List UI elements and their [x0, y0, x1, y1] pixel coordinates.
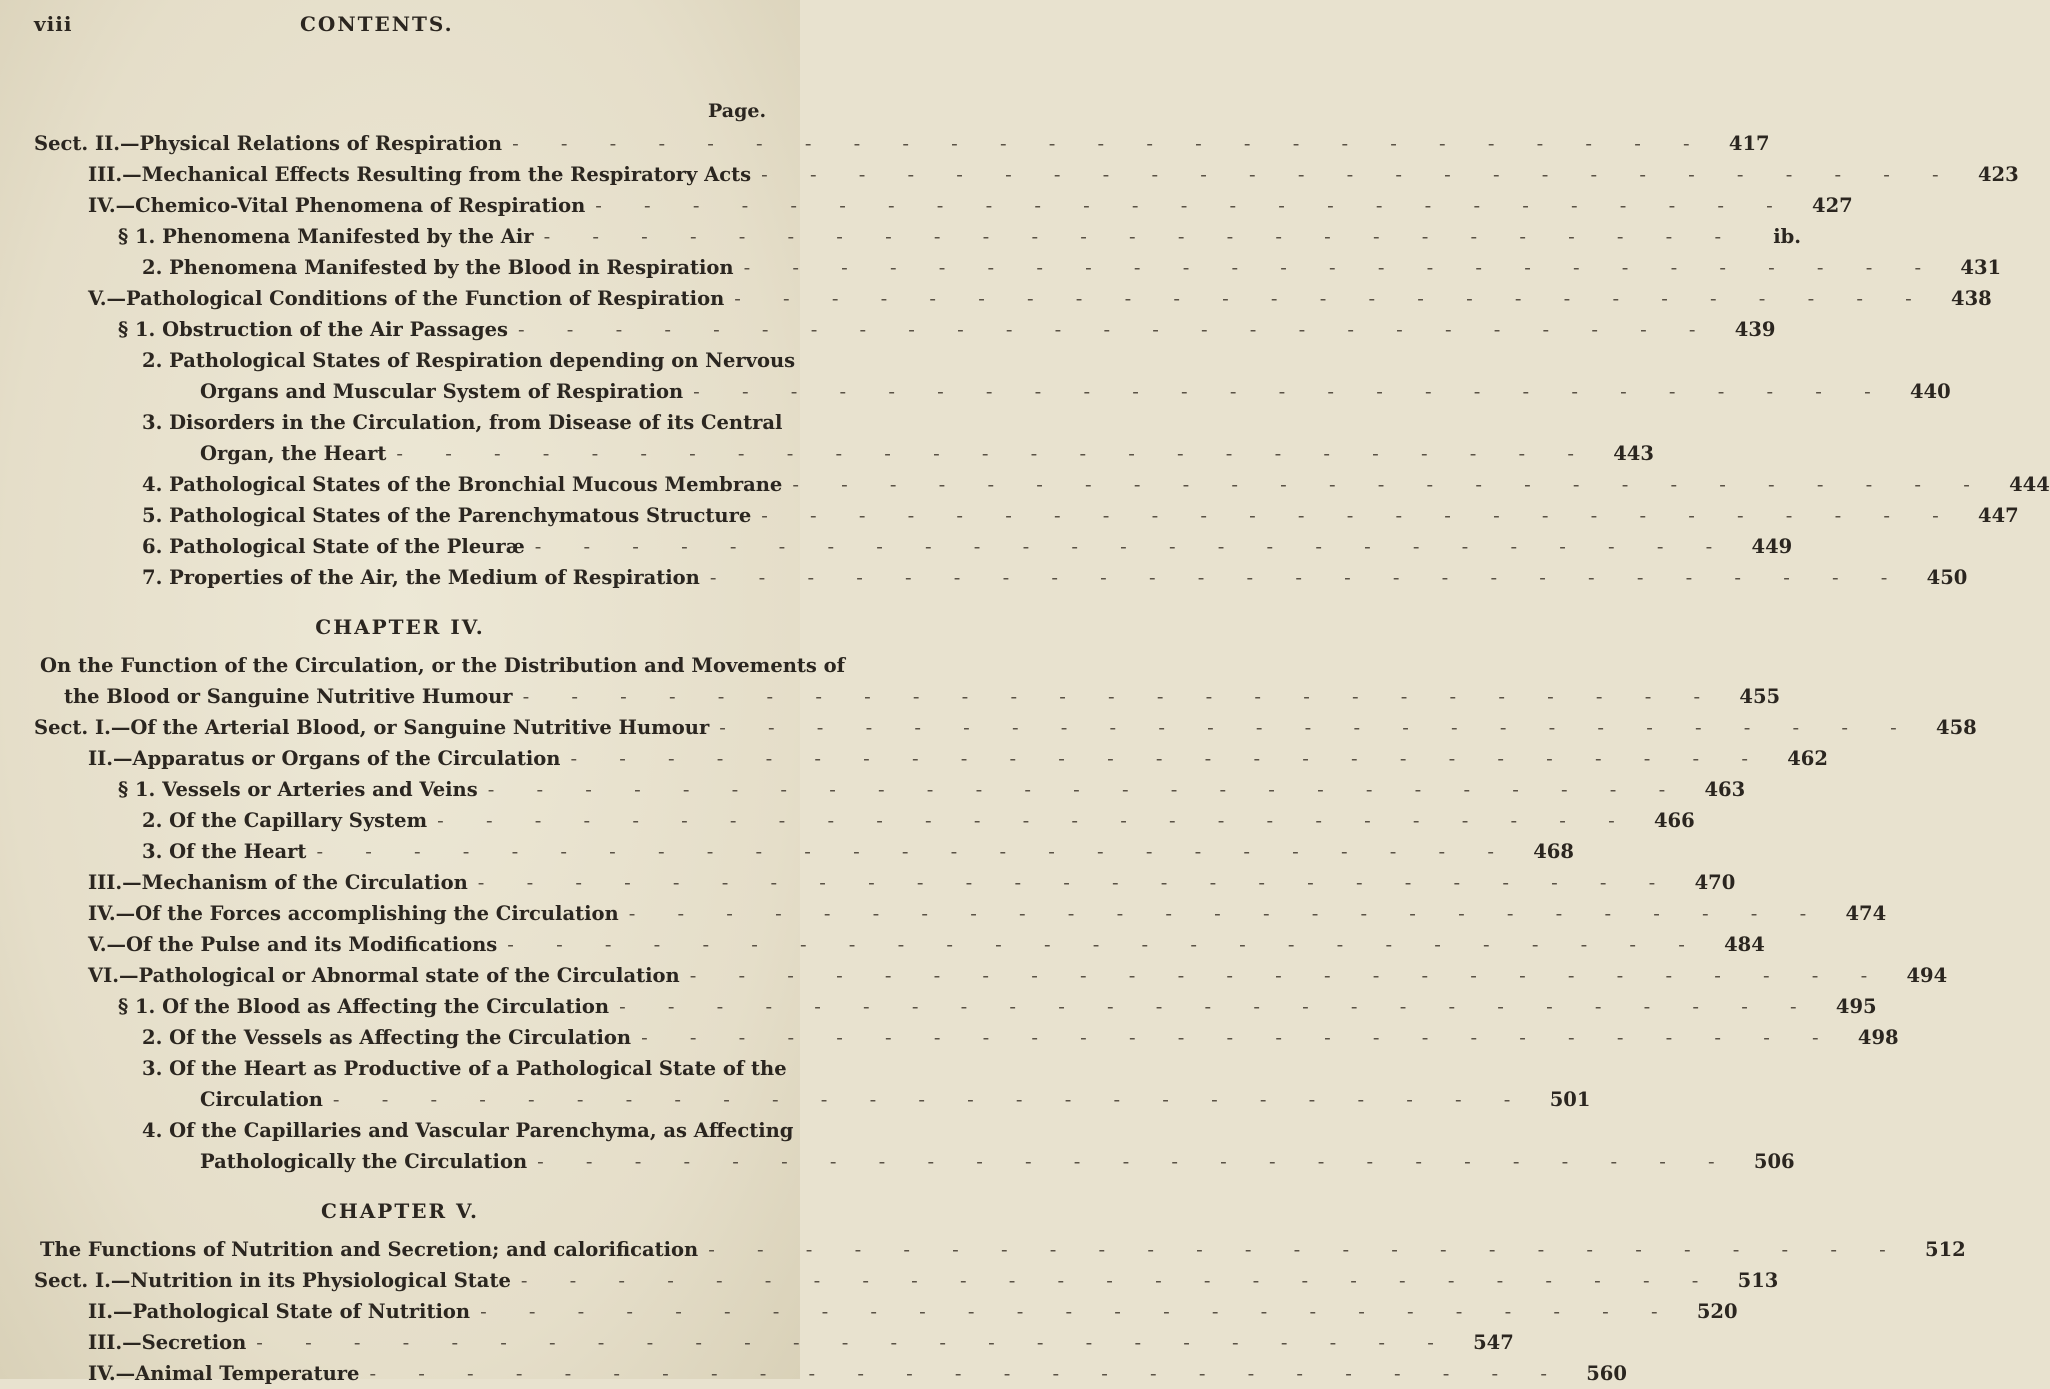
- toc-entry-page: 463: [1704, 778, 1746, 801]
- toc-entry-title: 4. Of the Capillaries and Vascular Parenchyma, as Affecting: [142, 1119, 794, 1142]
- toc-entry-page: 466: [1653, 809, 1695, 832]
- toc-entry-page: 468: [1533, 840, 1574, 863]
- leader-dashes: - - - - - - - - - - - - - - - - - - - - - - - - -: [689, 964, 1886, 987]
- toc-entry-page: 484: [1724, 933, 1765, 956]
- toc-entry-page: 455: [1739, 685, 1781, 708]
- leader-dashes: - - - - - - - - - - - - - - - - - - - - - - - - -: [518, 318, 1714, 341]
- toc-entry-title: V.—Of the Pulse and its Modifications: [88, 933, 498, 956]
- toc-entry-title: 6. Pathological State of the Pleuræ: [142, 535, 525, 558]
- leader-dashes: - - - - - - - - - - - - - - - - - - - - - - - - -: [396, 442, 1592, 465]
- toc-entry: [88, 1296, 1738, 1327]
- leader-dashes: - - - - - - - - - - - - - - - - - - - - - - - - -: [369, 1362, 1565, 1385]
- leader-dashes: - - - - - - - - - - - - - - - - - - - - - - - - -: [477, 871, 1674, 894]
- toc-entry-page: 450: [1926, 566, 1968, 589]
- toc-entry-page: 449: [1751, 535, 1793, 558]
- toc-entry: [88, 743, 1828, 774]
- toc-entry: [142, 469, 2050, 500]
- toc-entry-page: 513: [1737, 1269, 1779, 1292]
- toc-entry: [64, 681, 1781, 712]
- page-column-label: Page.: [708, 100, 767, 122]
- leader-dashes: - - - - - - - - - - - - - - - - - - - - - - - - -: [595, 194, 1791, 217]
- leader-dashes: - - - - - - - - - - - - - - - - - - - - - - - - -: [537, 1150, 1733, 1173]
- toc-entry: [34, 1265, 1779, 1296]
- toc-entry: [40, 1234, 1966, 1265]
- toc-entry: [200, 1146, 1795, 1177]
- toc-entry-title: II.—Apparatus or Organs of the Circulation: [88, 747, 561, 770]
- toc-entry-title: Circulation: [200, 1088, 323, 1111]
- toc-entry-title: 4. Pathological States of the Bronchial Mucous Membrane: [142, 473, 783, 496]
- toc-entry-title: Organs and Muscular System of Respiration: [200, 380, 684, 403]
- toc-entry-page: 462: [1787, 747, 1828, 770]
- toc-entry-page: 444: [2009, 473, 2050, 496]
- leader-dashes: - - - - - - - - - - - - - - - - - - - - - - - - -: [534, 535, 1731, 558]
- toc-entry: [142, 805, 1695, 836]
- toc-entry-page: 501: [1549, 1088, 1591, 1111]
- toc-entry: [88, 159, 2019, 190]
- leader-dashes: - - - - - - - - - - - - - - - - - - - - - - - - -: [792, 473, 1988, 496]
- toc-entry: [88, 1327, 1514, 1358]
- toc-entry-title: Sect. I.—Nutrition in its Physiological State: [34, 1269, 511, 1292]
- toc-entry-page: 506: [1753, 1150, 1795, 1173]
- toc-entry-page: 498: [1857, 1026, 1899, 1049]
- leader-dashes: - - - - - - - - - - - - - - - - - - - - - - - - -: [734, 287, 1930, 310]
- toc-entry-title: 7. Properties of the Air, the Medium of Respiration: [142, 566, 700, 589]
- toc-entry: [200, 1084, 1591, 1115]
- toc-entry-page: 431: [1960, 256, 2002, 279]
- toc-entry: [88, 960, 1948, 991]
- toc-entry-page: 470: [1694, 871, 1736, 894]
- toc-entry-title: § 1. Of the Blood as Affecting the Circulation: [118, 995, 610, 1018]
- toc-entry-title: VI.—Pathological or Abnormal state of the Circulation: [88, 964, 680, 987]
- toc-entry-title: III.—Mechanism of the Circulation: [88, 871, 468, 894]
- toc-entry-page: 427: [1812, 194, 1853, 217]
- toc-entry-title: 3. Disorders in the Circulation, from Disease of its Central: [142, 411, 783, 434]
- toc-entry-title: IV.—Chemico-Vital Phenomena of Respiration: [88, 194, 586, 217]
- toc-entry-page: 547: [1473, 1331, 1514, 1354]
- toc-entry-page: 440: [1909, 380, 1951, 403]
- leader-dashes: - - - - - - - - - - - - - - - - - - - - - - - - -: [719, 716, 1915, 739]
- toc-entry-title: Sect. II.—Physical Relations of Respiration: [34, 132, 503, 155]
- toc-entry-page: 438: [1951, 287, 1992, 310]
- toc-entry: [88, 898, 1887, 929]
- toc-entry: [118, 221, 1802, 252]
- leader-dashes: - - - - - - - - - - - - - - - - - - - - - - - - -: [709, 566, 1906, 589]
- leader-dashes: - - - - - - - - - - - - - - - - - - - - - - - - -: [256, 1331, 1452, 1354]
- toc-entry: [142, 1022, 1899, 1053]
- running-head: CONTENTS.: [300, 12, 454, 36]
- toc-entry-title: Sect. I.—Of the Arterial Blood, or Sanguine Nutritive Humour: [34, 716, 710, 739]
- leader-dashes: - - - - - - - - - - - - - - - - - - - - - - - - -: [316, 840, 1512, 863]
- toc-entry-page: 495: [1835, 995, 1877, 1018]
- leader-dashes: - - - - - - - - - - - - - - - - - - - - - - - - -: [543, 225, 1740, 248]
- toc-entry-title: 2. Phenomena Manifested by the Blood in Respiration: [142, 256, 734, 279]
- leader-dashes: - - - - - - - - - - - - - - - - - - - - - - - - -: [693, 380, 1889, 403]
- toc-entry-title: Pathologically the Circulation: [200, 1150, 528, 1173]
- toc-entry: [200, 438, 1654, 469]
- leader-dashes: - - - - - - - - - - - - - - - - - - - - - - - - -: [512, 132, 1708, 155]
- toc-entry-page: 494: [1906, 964, 1948, 987]
- leader-dashes: - - - - - - - - - - - - - - - - - - - - - - - - -: [487, 778, 1684, 801]
- toc-entry-title: III.—Mechanical Effects Resulting from the Respiratory Acts: [88, 163, 752, 186]
- page-header: [0, 12, 800, 52]
- toc-entry: [118, 774, 1746, 805]
- toc-entry: [40, 650, 846, 681]
- toc-entry-page: 439: [1734, 318, 1776, 341]
- toc-entry-title: II.—Pathological State of Nutrition: [88, 1300, 471, 1323]
- toc-entry-title: 3. Of the Heart: [142, 840, 307, 863]
- toc-entry-page: 443: [1613, 442, 1654, 465]
- toc-entry-title: § 1. Phenomena Manifested by the Air: [118, 225, 534, 248]
- toc-entry: [142, 407, 783, 438]
- toc-entry: [88, 867, 1736, 898]
- leader-dashes: - - - - - - - - - - - - - - - - - - - - - - - - -: [641, 1026, 1837, 1049]
- toc-entry-title: 2. Pathological States of Respiration depending on Nervous: [142, 349, 796, 372]
- toc-entry-page: ib.: [1773, 225, 1802, 248]
- toc-entry: [88, 929, 1765, 960]
- toc-entry: [142, 345, 796, 376]
- toc-entry: [88, 283, 1992, 314]
- toc-entry-title: On the Function of the Circulation, or the Distribution and Movements of: [40, 654, 846, 677]
- toc-entry: [118, 314, 1776, 345]
- toc-entry-page: 560: [1586, 1362, 1627, 1385]
- leader-dashes: - - - - - - - - - - - - - - - - - - - - - - - - -: [332, 1088, 1529, 1111]
- toc-entry-title: 3. Of the Heart as Productive of a Pathological State of the: [142, 1057, 787, 1080]
- page-folio: viii: [34, 12, 73, 36]
- toc-entry: [142, 252, 2002, 283]
- leader-dashes: - - - - - - - - - - - - - - - - - - - - - - - - -: [520, 1269, 1717, 1292]
- toc-entry: [142, 1053, 787, 1084]
- toc-entry-title: III.—Secretion: [88, 1331, 247, 1354]
- toc-entry: [142, 836, 1574, 867]
- leader-dashes: - - - - - - - - - - - - - - - - - - - - - - - - -: [522, 685, 1719, 708]
- toc-entry-page: 458: [1936, 716, 1977, 739]
- toc-entry-title: 2. Of the Vessels as Affecting the Circulation: [142, 1026, 632, 1049]
- leader-dashes: - - - - - - - - - - - - - - - - - - - - - - - - -: [708, 1238, 1904, 1261]
- leader-dashes: - - - - - - - - - - - - - - - - - - - - - - - - -: [570, 747, 1766, 770]
- toc-entry-page: 520: [1696, 1300, 1738, 1323]
- leader-dashes: - - - - - - - - - - - - - - - - - - - - - - - - -: [619, 995, 1815, 1018]
- toc-entry-title: IV.—Animal Temperature: [88, 1362, 360, 1385]
- leader-dashes: - - - - - - - - - - - - - - - - - - - - - - - - -: [628, 902, 1825, 925]
- toc-entry-title: The Functions of Nutrition and Secretion; and calorification: [40, 1238, 699, 1261]
- leader-dashes: - - - - - - - - - - - - - - - - - - - - - - - - -: [761, 163, 1957, 186]
- toc-entry-title: § 1. Obstruction of the Air Passages: [118, 318, 508, 341]
- toc-entry: [142, 1115, 794, 1146]
- toc-entry-page: 417: [1728, 132, 1770, 155]
- toc-entry-page: 423: [1977, 163, 2019, 186]
- leader-dashes: - - - - - - - - - - - - - - - - - - - - - - - - -: [437, 809, 1633, 832]
- toc-entry-title: the Blood or Sanguine Nutritive Humour: [64, 685, 513, 708]
- toc-entry-title: 2. Of the Capillary System: [142, 809, 428, 832]
- toc-entry: [88, 1358, 1627, 1389]
- toc-entry: [142, 500, 2019, 531]
- leader-dashes: - - - - - - - - - - - - - - - - - - - - - - - - -: [743, 256, 1940, 279]
- toc-entry-title: Organ, the Heart: [200, 442, 387, 465]
- toc-entry: [34, 128, 1770, 159]
- toc-entry: [34, 712, 1977, 743]
- toc-entry: [200, 376, 1951, 407]
- leader-dashes: - - - - - - - - - - - - - - - - - - - - - - - - -: [761, 504, 1957, 527]
- toc-entry: [142, 531, 1793, 562]
- chapter-heading: CHAPTER V.: [320, 1199, 480, 1223]
- toc-entry-title: V.—Pathological Conditions of the Function of Respiration: [88, 287, 725, 310]
- leader-dashes: - - - - - - - - - - - - - - - - - - - - - - - - -: [480, 1300, 1676, 1323]
- toc-entry: [118, 991, 1877, 1022]
- toc-entry-title: IV.—Of the Forces accomplishing the Circulation: [88, 902, 619, 925]
- toc-entry: [142, 562, 1968, 593]
- toc-entry-page: 512: [1925, 1238, 1966, 1261]
- toc-entry-title: 5. Pathological States of the Parenchymatous Structure: [142, 504, 752, 527]
- toc-entry-title: § 1. Vessels or Arteries and Veins: [118, 778, 478, 801]
- leader-dashes: - - - - - - - - - - - - - - - - - - - - - - - - -: [507, 933, 1703, 956]
- chapter-heading: CHAPTER IV.: [315, 615, 485, 639]
- toc-entry-page: 447: [1978, 504, 2019, 527]
- toc-entry: [88, 190, 1853, 221]
- toc-entry-page: 474: [1845, 902, 1887, 925]
